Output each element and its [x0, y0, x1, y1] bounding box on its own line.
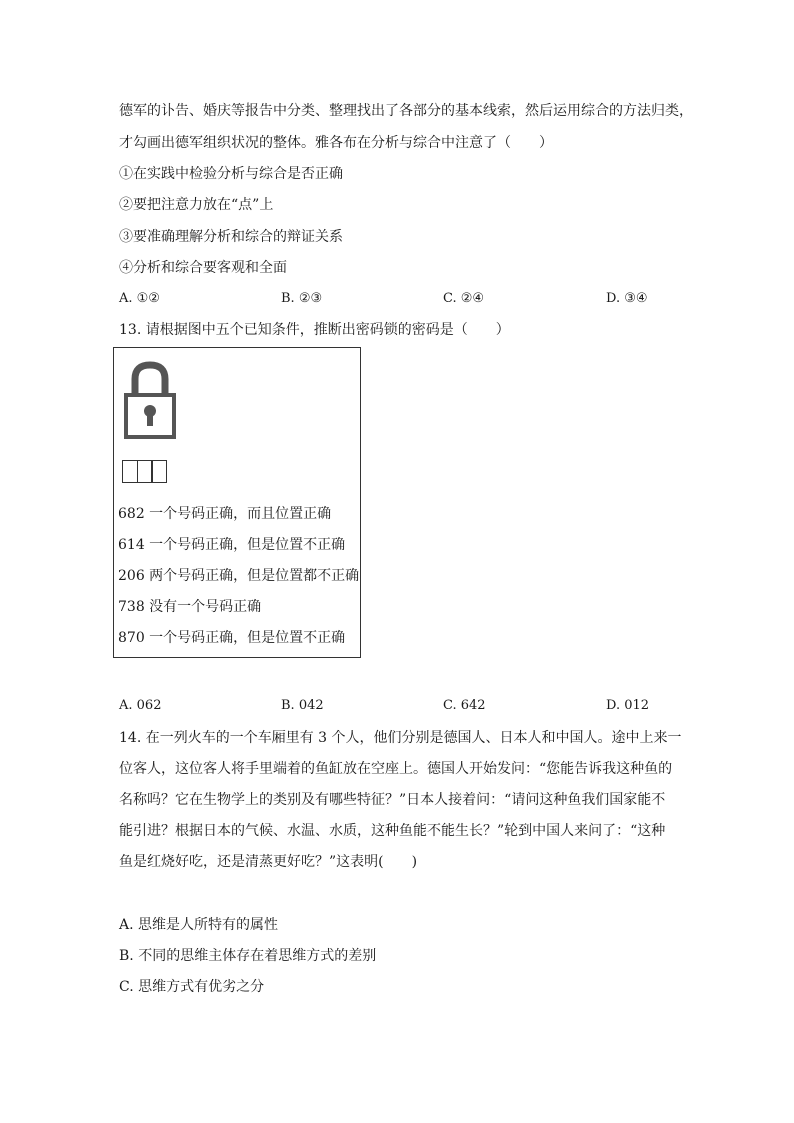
password-digit-boxes [122, 460, 166, 483]
q13-option-b[interactable]: B. 042 [281, 698, 324, 713]
q14-option-b[interactable]: B. 不同的思维主体存在着思维方式的差别 [119, 948, 377, 964]
clue-2: 614 一个号码正确，但是位置不正确 [118, 537, 346, 553]
clue-1: 682 一个号码正确，而且位置正确 [118, 506, 332, 522]
q12-stem-line-1: 德军的讣告、婚庆等报告中分类、整理找出了各部分的基本线索，然后运用综合的方法归类， [119, 103, 693, 119]
q12-option-c[interactable]: C. ②④ [443, 291, 485, 306]
padlock-icon [124, 359, 176, 439]
q12-statement-4: ④分析和综合要客观和全面 [119, 260, 287, 276]
q12-stem-line-2: 才勾画出德军组织状况的整体。雅各布在分析与综合中注意了（ ） [119, 135, 553, 151]
q12-statement-2: ②要把注意力放在“点”上 [119, 197, 274, 213]
q14-stem-line-4: 能引进？根据日本的气候、水温、水质，这种鱼能不能生长？”轮到中国人来问了：“这种 [119, 823, 666, 839]
q14-option-c[interactable]: C. 思维方式有优劣之分 [119, 979, 265, 995]
clue-3: 206 两个号码正确，但是位置都不正确 [118, 568, 360, 584]
q13-option-a[interactable]: A. 062 [119, 698, 162, 713]
q13-options [119, 696, 679, 716]
q12-option-d[interactable]: D. ③④ [606, 291, 648, 306]
digit-box [151, 460, 167, 483]
clue-4: 738 没有一个号码正确 [118, 599, 262, 615]
q12-option-a[interactable]: A. ①② [119, 291, 160, 306]
q12-option-b[interactable]: B. ②③ [281, 291, 323, 306]
q14-stem-line-5: 鱼是红烧好吃，还是清蒸更好吃？”这表明( ) [119, 854, 418, 870]
q14-stem-line-1: 14. 在一列火车的一个车厢里有 3 个人，他们分别是德国人、日本人和中国人。途中上来一 [119, 730, 682, 746]
password-puzzle-figure [113, 347, 361, 658]
q12-statement-1: ①在实践中检验分析与综合是否正确 [119, 166, 343, 182]
q14-option-a[interactable]: A. 思维是人所特有的属性 [119, 917, 279, 933]
q12-statement-3: ③要准确理解分析和综合的辩证关系 [119, 229, 343, 245]
q14-stem-line-2: 位客人，这位客人将手里端着的鱼缸放在空座上。德国人开始发问：“您能告诉我这种鱼的 [119, 761, 673, 777]
q13-option-c[interactable]: C. 642 [443, 698, 486, 713]
q14-stem-line-3: 名称吗？它在生物学上的类别及有哪些特征？”日本人接着问：“请问这种鱼我们国家能不 [119, 792, 666, 808]
q12-options [119, 289, 679, 309]
q13-option-d[interactable]: D. 012 [606, 698, 650, 713]
clue-5: 870 一个号码正确，但是位置不正确 [118, 630, 346, 646]
q13-stem: 13. 请根据图中五个已知条件，推断出密码锁的密码是（ ） [119, 322, 510, 338]
